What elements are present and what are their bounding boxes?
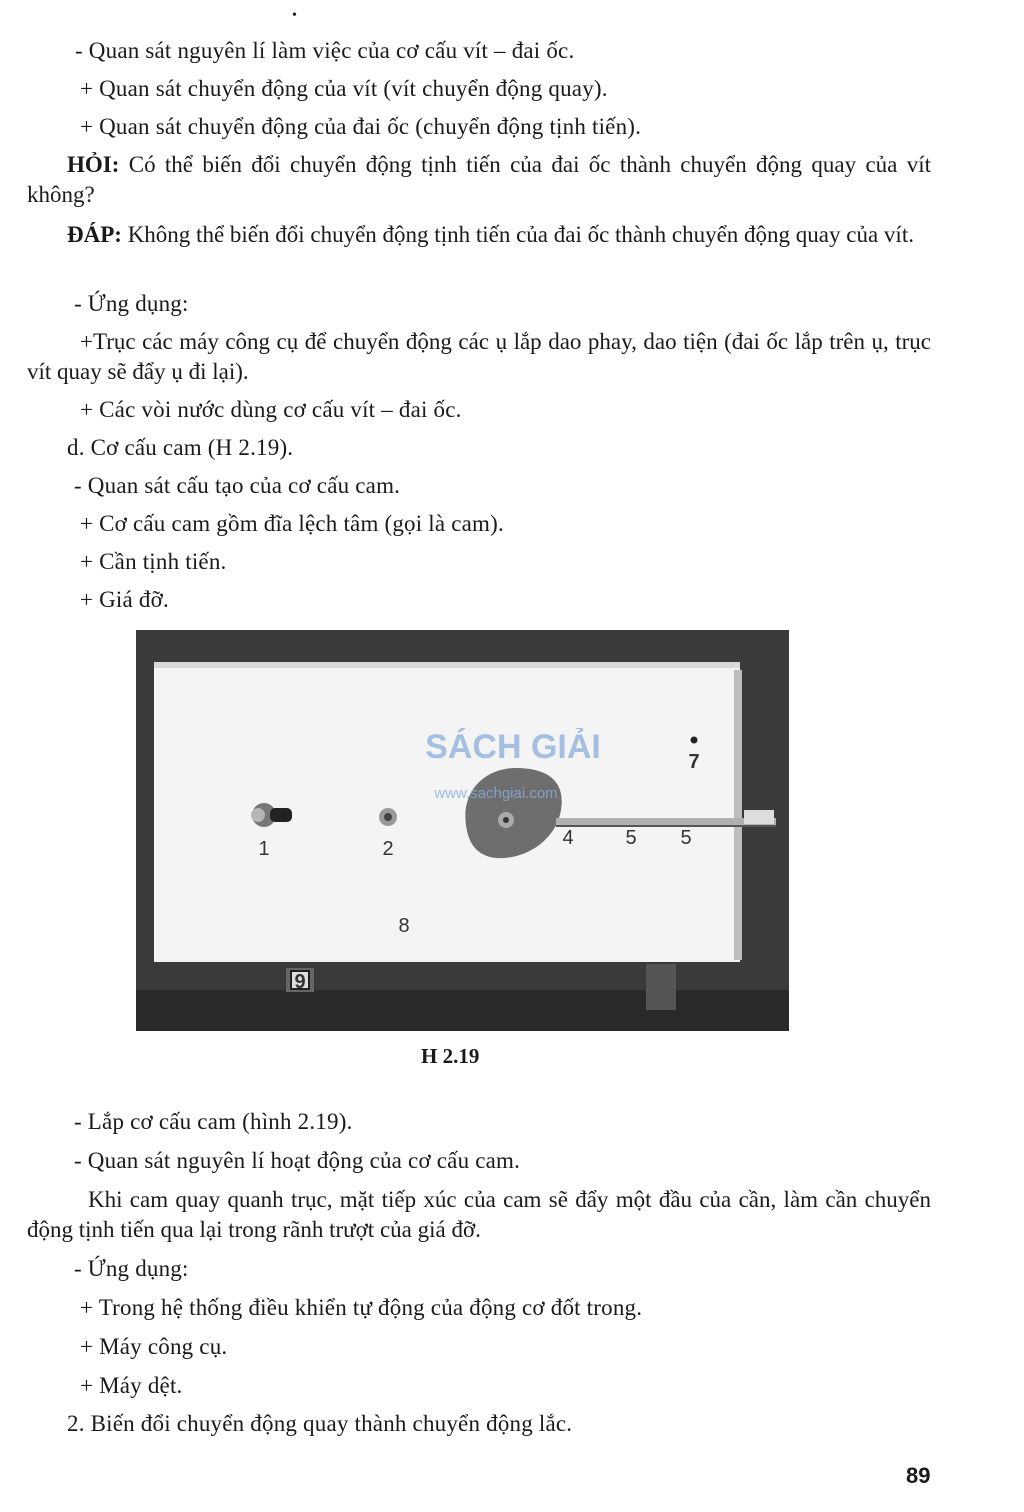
text-line-engine-control: + Trong hệ thống điều khiển tự động của động cơ đốt trong. [80, 1295, 643, 1320]
watermark-title: SÁCH GIẢI [425, 728, 601, 766]
text-line-faucets: + Các vòi nước dùng cơ cấu vít – đai ốc. [80, 397, 462, 422]
text-line-cam-disc: + Cơ cấu cam gồm đĩa lệch tâm (gọi là cam). [80, 511, 504, 536]
top-mark: • [292, 8, 297, 23]
text-line-3: + Quan sát chuyển động của đai ốc (chuyển động tịnh tiến). [80, 114, 642, 139]
page-number: 89 [906, 1463, 931, 1488]
figure-label-9: 9 [294, 971, 306, 993]
text-line-2: + Quan sát chuyển động của vít (vít chuyển động quay). [80, 76, 608, 101]
cam-mechanism-illustration [136, 630, 789, 1031]
text-line-support: + Giá đỡ. [80, 587, 169, 612]
answer-label: ĐÁP: [67, 222, 122, 247]
section-heading-rocking: 2. Biến đổi chuyển động quay thành chuyển động lắc. [67, 1411, 573, 1436]
answer-text: Không thể biến đổi chuyển động tịnh tiến của đai ốc thành chuyển động quay của vít. [127, 222, 914, 247]
figure-label-partial: 5 [680, 827, 692, 849]
paragraph-cam-operation: Khi cam quay quanh trục, mặt tiếp xúc của cam sẽ đẩy một đầu của cần, làm cần chuyển động tịnh tiến qua lại trong rãnh trượt của giá đỡ. [27, 1187, 931, 1242]
figure-caption: H 2.19 [421, 1044, 480, 1068]
text-line-observe-operation: - Quan sát nguyên lí hoạt động của cơ cấu cam. [74, 1148, 521, 1173]
cam-mechanism-photo [136, 630, 789, 1031]
figure-label-8: 8 [398, 915, 410, 937]
text-line-machine-tools: + Máy công cụ. [80, 1334, 228, 1359]
text-line-rod: + Cần tịnh tiến. [80, 549, 227, 574]
text-line-assemble-cam: - Lắp cơ cấu cam (hình 2.19). [74, 1109, 353, 1134]
question-text: Có thể biến đổi chuyển động tịnh tiến của đai ốc thành chuyển động quay của vít không? [27, 152, 931, 207]
text-line-application-1: - Ứng dụng: [74, 291, 189, 316]
figure-label-1: 1 [258, 838, 270, 860]
paragraph-machine-tools: +Trục các máy công cụ để chuyển động các ụ lắp dao phay, dao tiện (đai ốc lắp trên ụ, trục vít quay sẽ đẩy ụ đi lại). [27, 329, 931, 384]
text-line-application-2: - Ứng dụng: [74, 1256, 189, 1281]
answer-paragraph [27, 220, 931, 250]
figure-label-2: 2 [382, 838, 394, 860]
question-paragraph [27, 150, 931, 210]
text-line-weaving: + Máy dệt. [80, 1373, 183, 1398]
figure-label-5: 5 [625, 827, 637, 849]
figure-label-4: 4 [562, 827, 574, 849]
watermark-url: www.sachgiai.com [434, 785, 558, 802]
section-heading-cam: d. Cơ cấu cam (H 2.19). [67, 435, 294, 460]
text-line-1: - Quan sát nguyên lí làm việc của cơ cấu vít – đai ốc. [75, 38, 575, 63]
figure-label-7: 7 [688, 751, 700, 773]
question-label: HỎI: [67, 152, 120, 177]
text-line-observe-structure: - Quan sát cấu tạo của cơ cấu cam. [74, 473, 401, 498]
